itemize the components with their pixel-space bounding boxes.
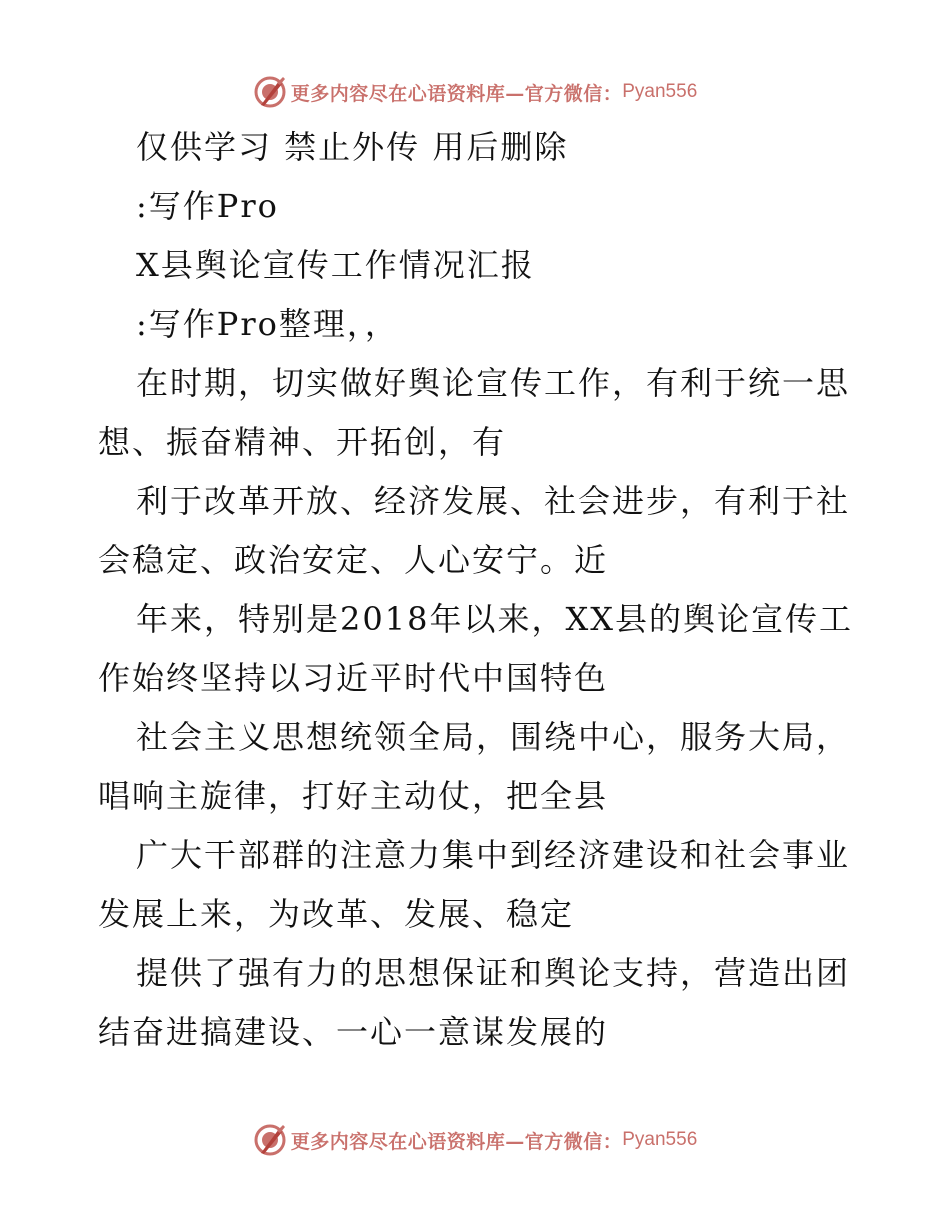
quill-pen-logo-icon (253, 75, 287, 109)
watermark-account: Pyan556 (622, 1129, 698, 1150)
text-line: 想、振奋精神、开拓创，有 (98, 423, 507, 461)
text-line: 社会主义思想统领全局，围绕中心，服务大局， (136, 718, 851, 756)
document-body (98, 118, 858, 1062)
watermark-site-text: 更多内容尽在心语资料库—官方微信： (290, 1130, 623, 1153)
text-line: 仅供学习 禁止外传 用后删除 (136, 128, 569, 166)
text-line: 广大干部群的注意力集中到经济建设和社会事业 (136, 836, 851, 874)
text-line: 年来，特别是2018年以来，XX县的舆论宣传工 (136, 600, 854, 638)
header-watermark (0, 72, 950, 112)
text-line: 利于改革开放、经济发展、社会进步，有利于社 (136, 482, 851, 520)
text-line: 唱响主旋律，打好主动仗，把全县 (98, 777, 609, 815)
quill-pen-logo-icon (253, 1123, 287, 1157)
footer-watermark (0, 1120, 950, 1160)
text-line: 发展上来，为改革、发展、稳定 (98, 895, 575, 933)
text-line: 在时期，切实做好舆论宣传工作，有利于统一思 (136, 364, 851, 402)
text-line: 作始终坚持以习近平时代中国特色 (98, 659, 609, 697)
text-line: 提供了强有力的思想保证和舆论支持，营造出团 (136, 954, 851, 992)
watermark-account: Pyan556 (622, 81, 698, 102)
watermark-site-text: 更多内容尽在心语资料库—官方微信： (290, 82, 623, 105)
text-line: :写作Pro整理，， (136, 305, 399, 343)
text-line: X县舆论宣传工作情况汇报 (136, 246, 535, 284)
text-line: :写作Pro (136, 187, 279, 225)
text-line: 会稳定、政治安定、人心安宁。近 (98, 541, 609, 579)
text-line: 结奋进搞建设、一心一意谋发展的 (98, 1013, 609, 1051)
